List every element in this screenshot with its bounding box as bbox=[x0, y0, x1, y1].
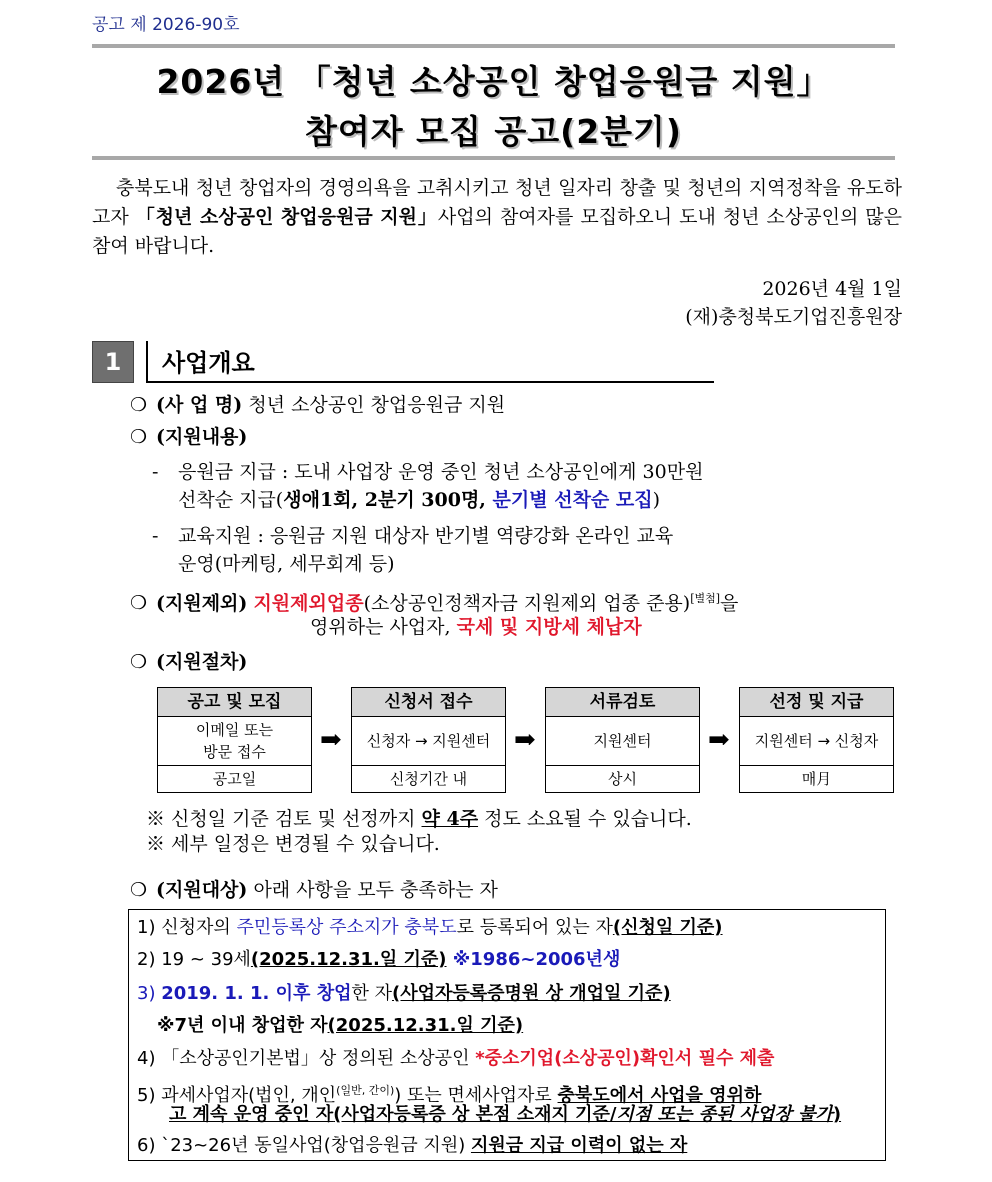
flow-step-2 bbox=[351, 687, 506, 793]
top-rule bbox=[92, 44, 895, 48]
flow-step-foot: 상시 bbox=[608, 770, 637, 788]
circle-bullet-icon: ❍ bbox=[130, 426, 148, 448]
content-2-line-1: - 교육지원 : 응원금 지원 대상자 반기별 역량강화 온라인 교육 bbox=[152, 525, 674, 547]
section-divider bbox=[146, 341, 148, 383]
eligibility-3: 3) 2019. 1. 1. 이후 창업한 자(사업자등록증명원 상 개업일 기준) bbox=[137, 983, 671, 1004]
flow-step-foot: 매月 bbox=[801, 770, 832, 788]
eligibility-3-note: ※7년 이내 창업한 자(2025.12.31.일 기준) bbox=[157, 1015, 524, 1036]
arrow-right-icon: ➡ bbox=[320, 725, 342, 755]
section-number: 1 bbox=[92, 341, 134, 383]
eligibility-4: 4) 「소상공인기본법」상 정의된 소상공인 *중소기업(소상공인)확인서 필수 제출 bbox=[137, 1048, 775, 1069]
intro-program-name: 「청년 소상공인 창업응원금 지원」 bbox=[135, 206, 438, 228]
arrow-right-icon: ➡ bbox=[708, 725, 730, 755]
note-schedule-change: ※ 세부 일정은 변경될 수 있습니다. bbox=[146, 833, 440, 855]
note-review-period: ※ 신청일 기준 검토 및 선정까지 약 4주 정도 소요될 수 있습니다. bbox=[146, 808, 692, 830]
bottom-rule bbox=[92, 156, 895, 160]
eligibility-6: 6) `23~26년 동일사업(창업응원금 지원) 지원금 지급 이력이 없는 자 bbox=[137, 1135, 688, 1156]
flow-step-foot: 공고일 bbox=[212, 770, 257, 788]
eligibility-5-line-1: 5) 과세사업자(법인, 개인$^{(일반, 간이)}$) 또는 면세사업자로 충북도에서 사업을 영위하 bbox=[137, 1084, 762, 1106]
flow-step-head: 선정 및 지급 bbox=[740, 688, 893, 717]
circle-bullet-icon: ❍ bbox=[130, 879, 148, 901]
flow-step-head: 신청서 접수 bbox=[352, 688, 505, 717]
content-1-line-2: 선착순 지급(생애1회, 2분기 300명, 분기별 선착순 모집) bbox=[178, 489, 661, 511]
item-procedure: ❍ (지원절차) bbox=[130, 648, 247, 676]
flow-step-body: 이메일 또는 방문 접수 bbox=[158, 717, 311, 766]
section-title: 사업개요 bbox=[162, 348, 255, 377]
flow-step-head: 서류검토 bbox=[546, 688, 699, 717]
notice-date: 2026년 4월 1일 bbox=[762, 278, 902, 300]
eligibility-2: 2) 19 ~ 39세(2025.12.31.일 기준) ※1986~2006년생 bbox=[137, 949, 621, 970]
section-underline bbox=[146, 381, 714, 383]
flow-step-body: 지원센터 → 신청자 bbox=[740, 717, 893, 766]
content-1-line-1: - 응원금 지급 : 도내 사업장 운영 중인 청년 소상공인에게 30만원 bbox=[152, 461, 704, 483]
notice-number: 공고 제 2026-90호 bbox=[92, 15, 240, 35]
flow-step-body: 지원센터 bbox=[546, 717, 699, 766]
eligibility-5-line-2: 고 계속 운영 중인 자(사업자등록증 상 본점 소재지 기준/지점 또는 종된 사업장 불가) bbox=[169, 1104, 842, 1125]
exclusion-line-2: 영위하는 사업자, 국세 및 지방세 체납자 bbox=[310, 616, 642, 638]
circle-bullet-icon: ❍ bbox=[130, 651, 148, 673]
flow-step-3 bbox=[545, 687, 700, 793]
title-line-2: 참여자 모집 공고(2분기) bbox=[304, 112, 682, 151]
eligibility-1: 1) 신청자의 주민등록상 주소지가 충북도로 등록되어 있는 자(신청일 기준) bbox=[137, 917, 723, 938]
flow-step-1 bbox=[157, 687, 312, 793]
title-line-1: 2026년 「청년 소상공인 창업응원금 지원」 bbox=[156, 62, 831, 101]
eligibility-box bbox=[128, 909, 886, 1161]
circle-bullet-icon: ❍ bbox=[130, 394, 148, 416]
issuer: (재)충청북도기업진흥원장 bbox=[685, 306, 902, 328]
circle-bullet-icon: ❍ bbox=[130, 592, 148, 615]
flow-step-4 bbox=[739, 687, 894, 793]
arrow-right-icon: ➡ bbox=[514, 725, 536, 755]
item-business-name: ❍ (사 업 명) 청년 소상공인 창업응원금 지원 bbox=[130, 391, 505, 419]
item-target: ❍ (지원대상) 아래 사항을 모두 충족하는 자 bbox=[130, 876, 498, 904]
item-exclusion: ❍ (지원제외) 지원제외업종(소상공인정책자금 지원제외 업종 준용)[별첨]을 bbox=[130, 585, 738, 617]
intro-paragraph: 충북도내 청년 창업자의 경영의욕을 고취시키고 청년 일자리 창출 및 청년의 지역정착을 유도하고자 「청년 소상공인 창업응원금 지원」사업의 참여자를 모집하오니 도내 청년 소상공인의 많은 참여 바랍니다. bbox=[92, 177, 902, 257]
flow-step-head: 공고 및 모집 bbox=[158, 688, 311, 717]
flow-step-body: 신청자 → 지원센터 bbox=[352, 717, 505, 766]
item-support-content: ❍ (지원내용) bbox=[130, 423, 247, 451]
content-2-line-2: 운영(마케팅, 세무회계 등) bbox=[178, 553, 395, 575]
flow-step-foot: 신청기간 내 bbox=[389, 770, 468, 788]
